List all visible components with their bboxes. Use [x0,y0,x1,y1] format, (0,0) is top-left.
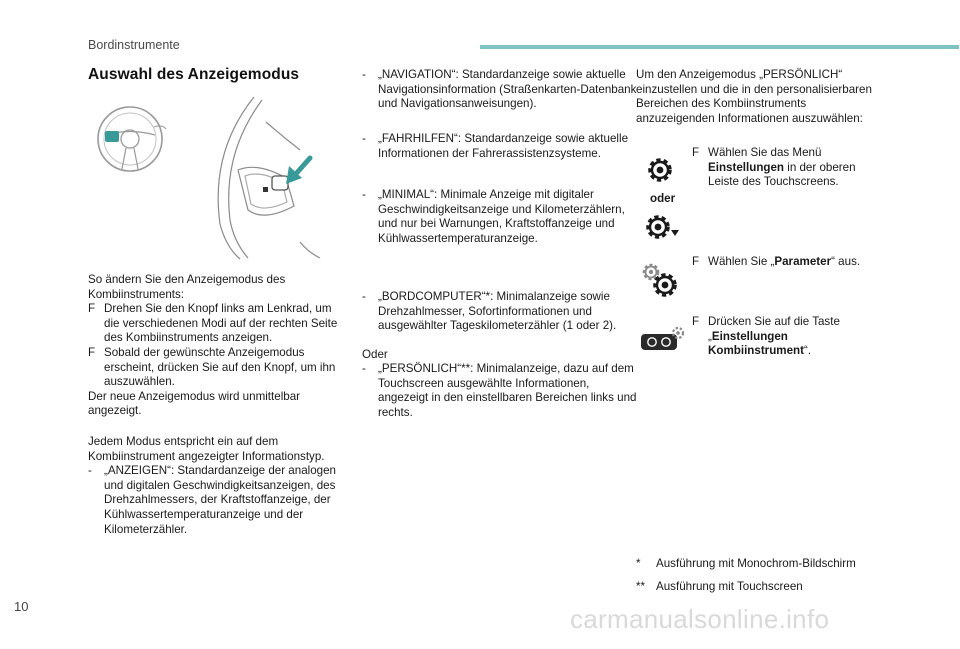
header-accent-bar [480,45,959,49]
mode-intro: Jedem Modus entspricht ein auf dem Kombiinstrument angezeigter Informationstyp. [88,435,325,463]
parameter-gears-icon [640,261,682,301]
column-1-modes [88,435,353,537]
column-3-steps [692,146,892,366]
oder-label: oder [650,192,676,205]
column-1-text [88,273,350,419]
step-2: F Sobald der gewünschte Anzeigemodus erscheint, drücken Sie auf den Knopf, um ihn auszuwählen. [88,345,336,389]
mode-bordcomputer: - „BORDCOMPUTER“*: Minimalanzeige sowie Drehzahlmesser, Sofortinformationen und ausgewählter Tageskilometerzähler (1 oder 2). [362,290,617,333]
page-number: 10 [14,599,29,614]
page-title: Auswahl des Anzeigemodus [88,66,300,83]
steering-wheel-illustration [88,92,350,260]
column-3-intro: Um den Anzeigemodus „PERSÖNLICH“ einzustellen und die in den personalisierbaren Bereichen des Kombiinstruments anzuzeigenden Informationen auszuwählen: [636,68,872,125]
wheel-knob [272,176,288,190]
mode-fahrhilfen: - „FAHRHILFEN“: Standardanzeige sowie aktuelle Informationen der Fahrerassistenzsysteme. [362,132,629,160]
watermark: carmanualsonline.info [570,604,830,634]
gear-dropdown-icon [642,210,682,244]
step-parameter: F Wählen Sie „Parameter“ aus. [692,255,861,268]
result-text: Der neue Anzeigemodus wird unmittelbar angezeigt. [88,389,301,418]
footnote-1: * Ausführung mit Monochrom-Bildschirm [636,557,856,570]
wheel-overview-icon [98,107,166,171]
mode-navigation: - „NAVIGATION“: Standardanzeige sowie aktuelle Navigationsinformation (Straßenkarten-Datenbank und Navigationsanweisungen). [362,68,637,111]
step-1: F Drehen Sie den Knopf links am Lenkrad, um die verschiedenen Modi auf der rechten Seite des Kombiinstruments anzeigen. [88,302,338,345]
column-2-text [362,68,637,428]
wheel-small-button [263,187,268,192]
oder-text: Oder [362,348,388,361]
cluster-settings-icon [640,326,686,352]
mode-persoenlich: - „PERSÖNLICH“**: Minimalanzeige, dazu auf dem Touchscreen ausgewählte Informationen, angezeigt in den einstellbaren Bereichen links und rechts. [362,362,637,419]
intro-text: So ändern Sie den Anzeigemodus des Kombiinstruments: [88,273,286,301]
section-header: Bordinstrumente [88,38,180,52]
step-einstellungen: F Wählen Sie das Menü Einstellungen in der oberen Leiste des Touchscreens. [692,146,856,189]
gear-icon [644,154,676,186]
wheel-detail [218,97,320,259]
footnote-2: ** Ausführung mit Touchscreen [636,580,803,593]
mode-anzeigen: - „ANZEIGEN“: Standardanzeige der analogen und digitalen Geschwindigkeitsanzeigen, des Drehzahlmessers, der Kraftstoffanzeige, der Kühlwassertemperaturanzeige und der Kilometerzähler. [88,464,337,536]
step-kombiinstrument: F Drücken Sie auf die Taste „Einstellungen Kombiinstrument“. [692,315,840,358]
mode-minimal: - „MINIMAL“: Minimale Anzeige mit digitaler Geschwindigkeitsanzeige und Kilometerzählern, und nur bei Warnungen, Kraftstoffanzeige und Kühlwassertemperaturanzeige. [362,188,625,245]
